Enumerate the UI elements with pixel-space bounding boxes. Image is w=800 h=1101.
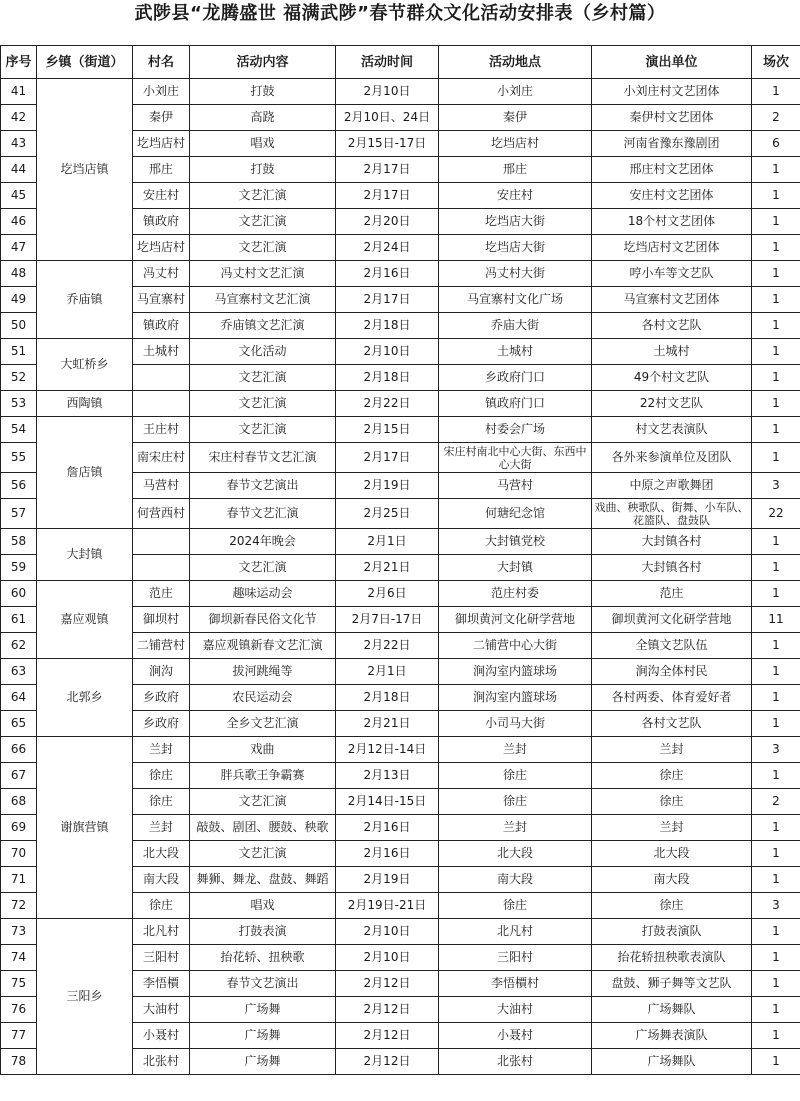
cell-village: 土城村 [133, 339, 190, 365]
cell-time: 2月12日 [336, 971, 439, 997]
cell-town: 西陶镇 [37, 391, 133, 417]
cell-town: 乔庙镇 [37, 261, 133, 339]
cell-place: 乡政府门口 [439, 365, 592, 391]
cell-town: 大封镇 [37, 529, 133, 581]
cell-no: 53 [1, 391, 37, 417]
cell-village: 范庄 [133, 581, 190, 607]
cell-unit: 兰封 [592, 737, 752, 763]
cell-count: 1 [752, 417, 800, 443]
cell-content: 广场舞 [190, 997, 336, 1023]
cell-no: 72 [1, 893, 37, 919]
cell-time: 2月7日-17日 [336, 607, 439, 633]
cell-content: 高跷 [190, 105, 336, 131]
cell-unit: 各村文艺队 [592, 313, 752, 339]
cell-content: 唱戏 [190, 131, 336, 157]
cell-village: 徐庄 [133, 763, 190, 789]
cell-place: 范庄村委 [439, 581, 592, 607]
cell-count: 1 [752, 711, 800, 737]
cell-place: 涧沟室内篮球场 [439, 685, 592, 711]
table-row [1, 737, 800, 763]
cell-count: 1 [752, 157, 800, 183]
cell-unit: 大封镇各村 [592, 555, 752, 581]
cell-village: 乡政府 [133, 711, 190, 737]
cell-count: 2 [752, 105, 800, 131]
cell-count: 3 [752, 737, 800, 763]
cell-unit: 戏曲、秧歌队、街舞、小车队、花篮队、盘鼓队 [592, 499, 752, 529]
cell-count: 1 [752, 529, 800, 555]
cell-no: 70 [1, 841, 37, 867]
cell-count: 1 [752, 919, 800, 945]
cell-time: 2月10日 [336, 945, 439, 971]
cell-time: 2月17日 [336, 287, 439, 313]
cell-content: 宋庄村春节文艺汇演 [190, 443, 336, 473]
cell-time: 2月20日 [336, 209, 439, 235]
cell-unit: 各村文艺队 [592, 711, 752, 737]
cell-time: 2月17日 [336, 183, 439, 209]
cell-time: 2月21日 [336, 711, 439, 737]
cell-village: 马营村 [133, 473, 190, 499]
cell-village [133, 555, 190, 581]
cell-unit: 邢庄村文艺团体 [592, 157, 752, 183]
cell-content: 广场舞 [190, 1023, 336, 1049]
cell-unit: 圪垱店村文艺团体 [592, 235, 752, 261]
cell-place: 北张村 [439, 1049, 592, 1075]
cell-content: 文艺汇演 [190, 841, 336, 867]
cell-unit: 马宣寨村文艺团体 [592, 287, 752, 313]
cell-unit: 涧沟全体村民 [592, 659, 752, 685]
cell-content: 打鼓 [190, 157, 336, 183]
cell-content: 打鼓表演 [190, 919, 336, 945]
cell-unit: 土城村 [592, 339, 752, 365]
cell-place: 宋庄村南北中心大街、东西中心大街 [439, 443, 592, 473]
cell-village [133, 391, 190, 417]
cell-count: 11 [752, 607, 800, 633]
cell-time: 2月22日 [336, 633, 439, 659]
cell-place: 三阳村 [439, 945, 592, 971]
cell-place: 小司马大街 [439, 711, 592, 737]
cell-no: 66 [1, 737, 37, 763]
cell-village: 涧沟 [133, 659, 190, 685]
cell-unit: 中原之声歌舞团 [592, 473, 752, 499]
cell-village: 何营西村 [133, 499, 190, 529]
cell-village: 南宋庄村 [133, 443, 190, 473]
cell-content: 唱戏 [190, 893, 336, 919]
cell-place: 圪垱店村 [439, 131, 592, 157]
cell-no: 47 [1, 235, 37, 261]
cell-count: 1 [752, 867, 800, 893]
cell-content: 文艺汇演 [190, 209, 336, 235]
cell-no: 69 [1, 815, 37, 841]
cell-village: 安庄村 [133, 183, 190, 209]
cell-unit: 各外来参演单位及团队 [592, 443, 752, 473]
cell-no: 61 [1, 607, 37, 633]
cell-count: 3 [752, 893, 800, 919]
cell-content: 文艺汇演 [190, 417, 336, 443]
activity-schedule-table [0, 45, 800, 1075]
cell-time: 2月24日 [336, 235, 439, 261]
cell-time: 2月17日 [336, 443, 439, 473]
cell-unit: 盘鼓、狮子舞等文艺队 [592, 971, 752, 997]
cell-unit: 徐庄 [592, 763, 752, 789]
cell-unit: 抬花轿扭秧歌表演队 [592, 945, 752, 971]
cell-no: 52 [1, 365, 37, 391]
cell-content: 冯丈村文艺汇演 [190, 261, 336, 287]
cell-place: 乔庙大街 [439, 313, 592, 339]
cell-time: 2月16日 [336, 815, 439, 841]
cell-town: 嘉应观镇 [37, 581, 133, 659]
cell-no: 60 [1, 581, 37, 607]
cell-time: 2月12日 [336, 997, 439, 1023]
cell-count: 1 [752, 235, 800, 261]
cell-content: 敲鼓、剧团、腰鼓、秧歌 [190, 815, 336, 841]
cell-place: 大封镇 [439, 555, 592, 581]
cell-village: 圪垱店村 [133, 235, 190, 261]
cell-unit: 小刘庄村文艺团体 [592, 79, 752, 105]
cell-count: 1 [752, 209, 800, 235]
cell-village: 兰封 [133, 815, 190, 841]
cell-time: 2月16日 [336, 841, 439, 867]
cell-content: 文艺汇演 [190, 555, 336, 581]
cell-village: 徐庄 [133, 893, 190, 919]
cell-village: 圪垱店村 [133, 131, 190, 157]
cell-place: 镇政府门口 [439, 391, 592, 417]
cell-village: 秦伊 [133, 105, 190, 131]
cell-no: 67 [1, 763, 37, 789]
cell-count: 1 [752, 815, 800, 841]
cell-time: 2月12日-14日 [336, 737, 439, 763]
header-no: 序号 [1, 46, 37, 79]
cell-time: 2月15日 [336, 417, 439, 443]
cell-content: 乔庙镇文艺汇演 [190, 313, 336, 339]
cell-no: 62 [1, 633, 37, 659]
table-row [1, 529, 800, 555]
cell-place: 二铺营中心大街 [439, 633, 592, 659]
cell-no: 55 [1, 443, 37, 473]
cell-unit: 御坝黄河文化研学营地 [592, 607, 752, 633]
cell-content: 春节文艺演出 [190, 473, 336, 499]
cell-place: 冯丈村大街 [439, 261, 592, 287]
cell-count: 1 [752, 659, 800, 685]
table-row [1, 391, 800, 417]
cell-unit: 徐庄 [592, 893, 752, 919]
cell-unit: 各村两委、体育爱好者 [592, 685, 752, 711]
cell-count: 1 [752, 633, 800, 659]
cell-place: 涧沟室内篮球场 [439, 659, 592, 685]
header-count: 场次 [752, 46, 800, 79]
cell-time: 2月18日 [336, 685, 439, 711]
cell-town: 大虹桥乡 [37, 339, 133, 391]
cell-content: 春节文艺汇演 [190, 499, 336, 529]
cell-unit: 18个村文艺团体 [592, 209, 752, 235]
cell-time: 2月19日 [336, 473, 439, 499]
cell-no: 68 [1, 789, 37, 815]
cell-time: 2月21日 [336, 555, 439, 581]
cell-no: 76 [1, 997, 37, 1023]
cell-time: 2月12日 [336, 1049, 439, 1075]
blank-header-row [0, 30, 800, 45]
cell-count: 1 [752, 1023, 800, 1049]
table-row [1, 79, 800, 105]
cell-no: 73 [1, 919, 37, 945]
cell-place: 大封镇党校 [439, 529, 592, 555]
cell-time: 2月6日 [336, 581, 439, 607]
cell-time: 2月13日 [336, 763, 439, 789]
cell-unit: 范庄 [592, 581, 752, 607]
cell-count: 1 [752, 841, 800, 867]
cell-content: 抬花轿、扭秧歌 [190, 945, 336, 971]
cell-village [133, 529, 190, 555]
cell-village: 二铺营村 [133, 633, 190, 659]
cell-count: 1 [752, 555, 800, 581]
cell-no: 77 [1, 1023, 37, 1049]
cell-no: 58 [1, 529, 37, 555]
cell-count: 1 [752, 183, 800, 209]
cell-content: 文艺汇演 [190, 183, 336, 209]
cell-village: 马宣寨村 [133, 287, 190, 313]
cell-content: 广场舞 [190, 1049, 336, 1075]
cell-count: 22 [752, 499, 800, 529]
cell-town: 詹店镇 [37, 417, 133, 529]
cell-unit: 北大段 [592, 841, 752, 867]
cell-place: 御坝黄河文化研学营地 [439, 607, 592, 633]
cell-no: 64 [1, 685, 37, 711]
header-village: 村名 [133, 46, 190, 79]
cell-no: 50 [1, 313, 37, 339]
cell-no: 45 [1, 183, 37, 209]
cell-time: 2月14日-15日 [336, 789, 439, 815]
cell-place: 秦伊 [439, 105, 592, 131]
cell-town: 北郭乡 [37, 659, 133, 737]
cell-count: 1 [752, 685, 800, 711]
cell-content: 文化活动 [190, 339, 336, 365]
cell-count: 3 [752, 473, 800, 499]
cell-town: 谢旗营镇 [37, 737, 133, 919]
cell-count: 1 [752, 261, 800, 287]
cell-place: 徐庄 [439, 789, 592, 815]
cell-count: 1 [752, 945, 800, 971]
header-content: 活动内容 [190, 46, 336, 79]
cell-time: 2月19日-21日 [336, 893, 439, 919]
cell-village: 大油村 [133, 997, 190, 1023]
cell-content: 马宣寨村文艺汇演 [190, 287, 336, 313]
cell-village: 镇政府 [133, 313, 190, 339]
cell-no: 78 [1, 1049, 37, 1075]
cell-content: 嘉应观镇新春文艺汇演 [190, 633, 336, 659]
cell-count: 1 [752, 313, 800, 339]
cell-count: 6 [752, 131, 800, 157]
cell-no: 43 [1, 131, 37, 157]
cell-time: 2月16日 [336, 261, 439, 287]
cell-place: 小刘庄 [439, 79, 592, 105]
cell-content: 农民运动会 [190, 685, 336, 711]
cell-time: 2月15日-17日 [336, 131, 439, 157]
table-row [1, 261, 800, 287]
cell-place: 徐庄 [439, 893, 592, 919]
cell-time: 2月19日 [336, 867, 439, 893]
cell-content: 全乡文艺汇演 [190, 711, 336, 737]
cell-no: 44 [1, 157, 37, 183]
cell-unit: 南大段 [592, 867, 752, 893]
cell-place: 圪垱店大街 [439, 235, 592, 261]
cell-unit: 哼小车等文艺队 [592, 261, 752, 287]
cell-village: 兰封 [133, 737, 190, 763]
cell-time: 2月10日 [336, 339, 439, 365]
cell-count: 1 [752, 79, 800, 105]
cell-village: 镇政府 [133, 209, 190, 235]
cell-count: 1 [752, 581, 800, 607]
cell-town: 圪垱店镇 [37, 79, 133, 261]
cell-content: 趣味运动会 [190, 581, 336, 607]
cell-content: 2024年晚会 [190, 529, 336, 555]
cell-no: 51 [1, 339, 37, 365]
cell-count: 1 [752, 365, 800, 391]
cell-time: 2月10日 [336, 79, 439, 105]
cell-unit: 广场舞表演队 [592, 1023, 752, 1049]
cell-village: 李悟檟 [133, 971, 190, 997]
cell-place: 兰封 [439, 815, 592, 841]
cell-no: 56 [1, 473, 37, 499]
cell-unit: 河南省豫东豫剧团 [592, 131, 752, 157]
cell-place: 何瑭纪念馆 [439, 499, 592, 529]
cell-count: 1 [752, 971, 800, 997]
cell-place: 小聂村 [439, 1023, 592, 1049]
cell-place: 马宣寨村文化广场 [439, 287, 592, 313]
table-header-row [1, 46, 800, 79]
cell-no: 42 [1, 105, 37, 131]
cell-village [133, 365, 190, 391]
header-town: 乡镇（街道） [37, 46, 133, 79]
cell-place: 南大段 [439, 867, 592, 893]
cell-village: 乡政府 [133, 685, 190, 711]
cell-count: 1 [752, 443, 800, 473]
cell-place: 李悟檟村 [439, 971, 592, 997]
cell-count: 1 [752, 1049, 800, 1075]
cell-time: 2月1日 [336, 659, 439, 685]
cell-place: 北凡村 [439, 919, 592, 945]
header-unit: 演出单位 [592, 46, 752, 79]
cell-content: 胖兵歌王争霸赛 [190, 763, 336, 789]
cell-time: 2月12日 [336, 1023, 439, 1049]
cell-village: 北大段 [133, 841, 190, 867]
table-row [1, 417, 800, 443]
cell-content: 拔河跳绳等 [190, 659, 336, 685]
cell-unit: 22村文艺队 [592, 391, 752, 417]
cell-town: 三阳乡 [37, 919, 133, 1075]
cell-unit: 兰封 [592, 815, 752, 841]
cell-no: 74 [1, 945, 37, 971]
cell-content: 文艺汇演 [190, 235, 336, 261]
cell-place: 村委会广场 [439, 417, 592, 443]
cell-unit: 打鼓表演队 [592, 919, 752, 945]
cell-village: 冯丈村 [133, 261, 190, 287]
cell-place: 大油村 [439, 997, 592, 1023]
cell-time: 2月10日、24日 [336, 105, 439, 131]
table-row [1, 581, 800, 607]
cell-no: 54 [1, 417, 37, 443]
cell-unit: 徐庄 [592, 789, 752, 815]
cell-content: 文艺汇演 [190, 365, 336, 391]
cell-unit: 秦伊村文艺团体 [592, 105, 752, 131]
cell-village: 御坝村 [133, 607, 190, 633]
cell-time: 2月25日 [336, 499, 439, 529]
cell-no: 49 [1, 287, 37, 313]
cell-village: 小刘庄 [133, 79, 190, 105]
cell-time: 2月22日 [336, 391, 439, 417]
cell-content: 春节文艺演出 [190, 971, 336, 997]
cell-no: 75 [1, 971, 37, 997]
cell-village: 南大段 [133, 867, 190, 893]
cell-content: 舞狮、舞龙、盘鼓、舞蹈 [190, 867, 336, 893]
cell-unit: 村文艺表演队 [592, 417, 752, 443]
cell-time: 2月10日 [336, 919, 439, 945]
cell-count: 1 [752, 391, 800, 417]
cell-time: 2月18日 [336, 313, 439, 339]
cell-count: 1 [752, 339, 800, 365]
cell-village: 北张村 [133, 1049, 190, 1075]
cell-unit: 49个村文艺队 [592, 365, 752, 391]
cell-place: 北大段 [439, 841, 592, 867]
cell-place: 土城村 [439, 339, 592, 365]
page-title: 武陟县“龙腾盛世 福满武陟”春节群众文化活动安排表（乡村篇） [134, 3, 666, 24]
cell-count: 1 [752, 763, 800, 789]
cell-village: 三阳村 [133, 945, 190, 971]
table-row [1, 919, 800, 945]
table-row [1, 339, 800, 365]
cell-village: 徐庄 [133, 789, 190, 815]
cell-no: 46 [1, 209, 37, 235]
cell-unit: 广场舞队 [592, 997, 752, 1023]
cell-no: 57 [1, 499, 37, 529]
cell-no: 59 [1, 555, 37, 581]
cell-unit: 大封镇各村 [592, 529, 752, 555]
cell-unit: 全镇文艺队伍 [592, 633, 752, 659]
cell-content: 打鼓 [190, 79, 336, 105]
cell-time: 2月1日 [336, 529, 439, 555]
cell-place: 徐庄 [439, 763, 592, 789]
cell-place: 圪垱店大街 [439, 209, 592, 235]
header-time: 活动时间 [336, 46, 439, 79]
cell-no: 41 [1, 79, 37, 105]
cell-content: 戏曲 [190, 737, 336, 763]
cell-count: 1 [752, 287, 800, 313]
cell-time: 2月17日 [336, 157, 439, 183]
cell-unit: 安庄村文艺团体 [592, 183, 752, 209]
cell-count: 2 [752, 789, 800, 815]
cell-place: 安庄村 [439, 183, 592, 209]
cell-village: 王庄村 [133, 417, 190, 443]
cell-no: 63 [1, 659, 37, 685]
cell-village: 邢庄 [133, 157, 190, 183]
cell-count: 1 [752, 997, 800, 1023]
cell-no: 71 [1, 867, 37, 893]
cell-village: 北凡村 [133, 919, 190, 945]
cell-place: 兰封 [439, 737, 592, 763]
cell-place: 邢庄 [439, 157, 592, 183]
header-place: 活动地点 [439, 46, 592, 79]
cell-time: 2月18日 [336, 365, 439, 391]
cell-no: 65 [1, 711, 37, 737]
cell-content: 御坝新春民俗文化节 [190, 607, 336, 633]
cell-content: 文艺汇演 [190, 789, 336, 815]
cell-content: 文艺汇演 [190, 391, 336, 417]
cell-village: 小聂村 [133, 1023, 190, 1049]
cell-unit: 广场舞队 [592, 1049, 752, 1075]
table-row [1, 659, 800, 685]
cell-no: 48 [1, 261, 37, 287]
cell-place: 马营村 [439, 473, 592, 499]
